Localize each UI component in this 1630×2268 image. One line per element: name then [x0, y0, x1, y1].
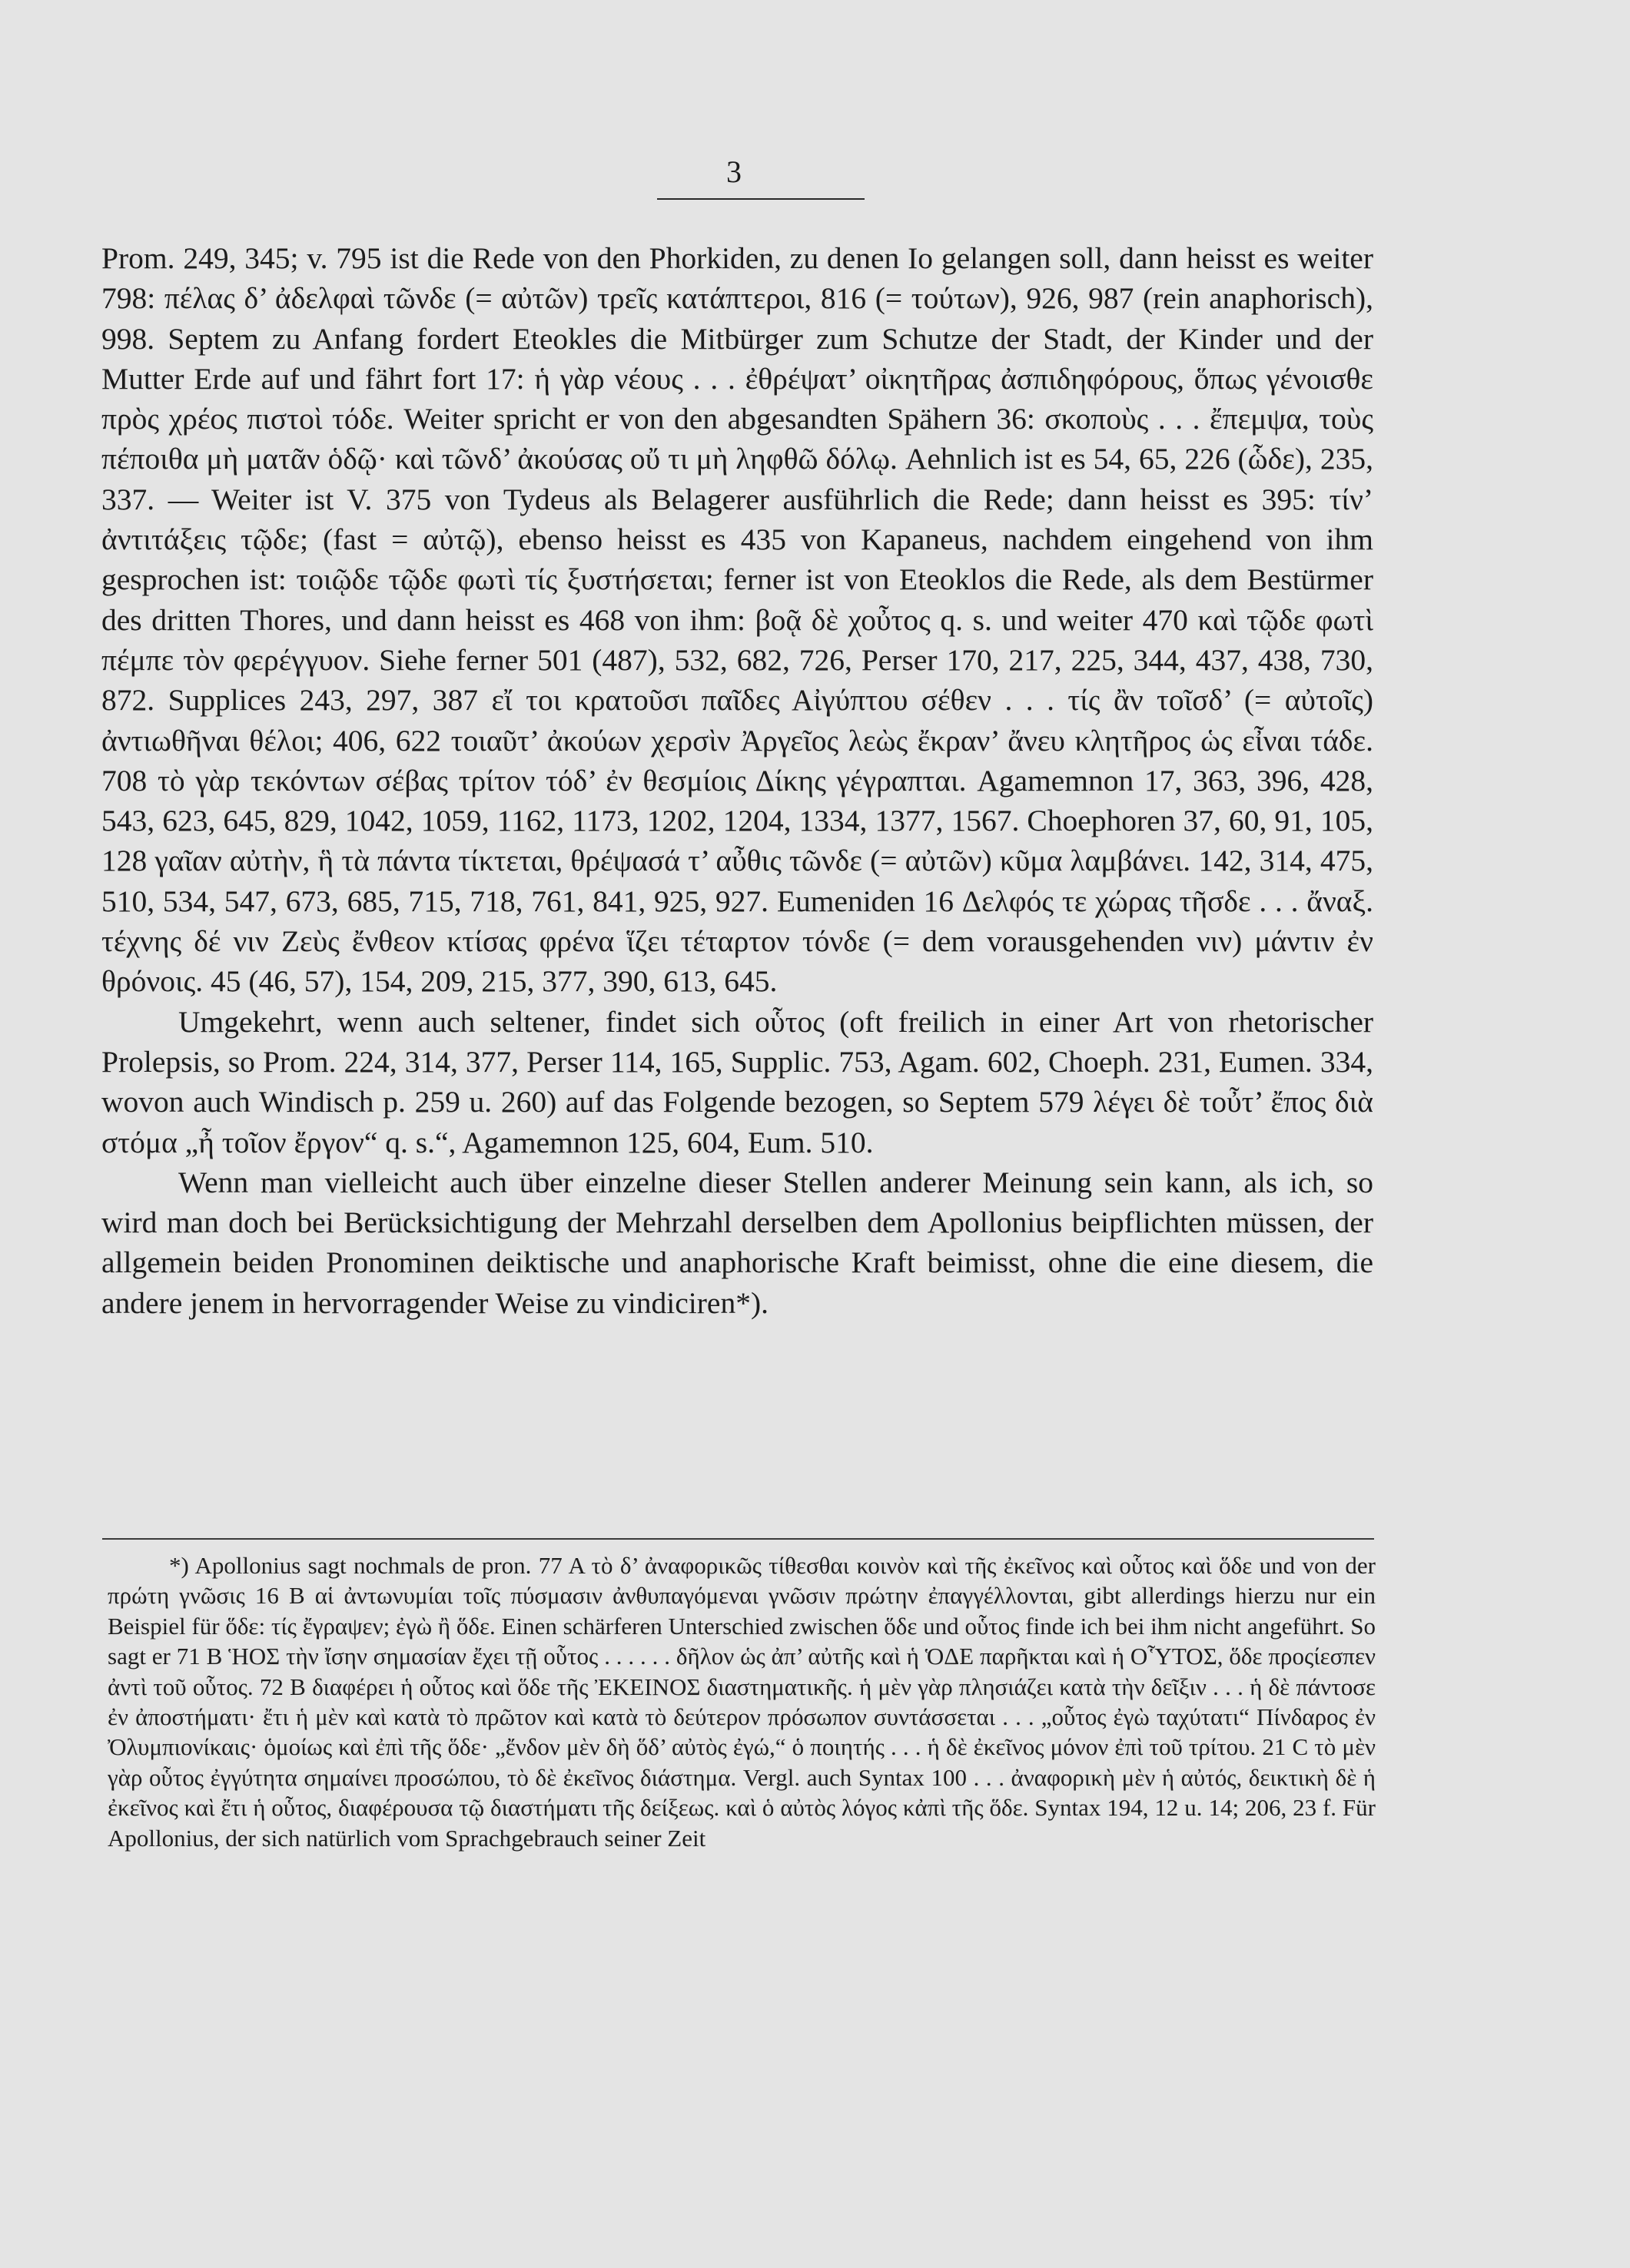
- paragraph-1: Prom. 249, 345; v. 795 ist die Rede von den Phorkiden, zu denen Io gelangen soll, dann heisst es weiter 798: πέλας δ’ ἀδελφαὶ τῶνδε (= αὐτῶν) τρεῖς κατάπτεροι, 816 (= τούτων), 926, 987 (rein anaphorisch), 998. Septem zu Anfang fordert Eteokles die Mitbürger zum Schutze der Stadt, der Kinder und der Mutter Erde auf und fährt fort 17: ἡ γὰρ νέους . . . ἐθρέψατ’ οἰκητῆρας ἀσπιδηφόρους, ὅπως γένοισθε πρὸς χρέος πιστοὶ τόδε. Weiter spricht er von den abgesandten Spähern 36: σκοποὺς . . . ἔπεμψα, τοὺς πέποιθα μὴ ματᾶν ὁδῷ· καὶ τῶνδ’ ἀκούσας οὔ τι μὴ ληφθῶ δόλῳ. Aehnlich ist es 54, 65, 226 (ὧδε), 235, 337. — Weiter ist V. 375 von Tydeus als Belagerer ausführlich die Rede; dann heisst es 395: τίν’ ἀντιτάξεις τῷδε; (fast = αὐτῷ), ebenso heisst es 435 von Kapaneus, nachdem eingehend von ihm gesprochen ist: τοιῷδε τῷδε φωτὶ τίς ξυστήσεται; ferner ist von Eteoklos die Rede, als dem Bestürmer des dritten Thores, und dann heisst es 468 von ihm: βοᾷ δὲ χοὖτος q. s. und weiter 470 καὶ τῷδε φωτὶ πέμπε τὸν φερέγγυον. Siehe ferner 501 (487), 532, 682, 726, Perser 170, 217, 225, 344, 437, 438, 730, 872. Supplices 243, 297, 387 εἴ τοι κρατοῦσι παῖδες Αἰγύπτου σέθεν . . . τίς ἂν τοῖσδ’ (= αὐτοῖς) ἀντιωθῆναι θέλοι; 406, 622 τοιαῦτ’ ἀκούων χερσὶν Ἀργεῖος λεὼς ἔκραν’ ἄνευ κλητῆρος ὡς εἶναι τάδε. 708 τὸ γὰρ τεκόντων σέβας τρίτον τόδ’ ἐν θεσμίοις Δίκης γέγραπται. Agamemnon 17, 363, 396, 428, 543, 623, 645, 829, 1042, 1059, 1162, 1173, 1202, 1204, 1334, 1377, 1567. Choephoren 37, 60, 91, 105, 128 γαῖαν αὐτὴν, ἣ τὰ πάντα τίκτεται, θρέψασά τ’ αὖθις τῶνδε (= αὐτῶν) κῦμα λαμβάνει. 142, 314, 475, 510, 534, 547, 673, 685, 715, 718, 761, 841, 925, 927. Eumeniden 16 Δελφός τε χώρας τῆσδε . . . ἄναξ. τέχνης δέ νιν Ζεὺς ἔνθεον κτίσας φρένα ἵζει τέταρτον τόνδε (= dem vorausgehenden νιν) μάντιν ἐν θρόνοις. 45 (46, 57), 154, 209, 215, 377, 390, 613, 645.: [101, 241, 1373, 999]
- page-number: 3: [726, 154, 742, 189]
- footnote: [108, 1550, 1376, 1853]
- footnote-divider: [102, 1538, 1374, 1540]
- footnote-text: *) Apollonius sagt nochmals de pron. 77 A τὸ δ’ ἀναφορικῶς τίθεσθαι κοινὸν καὶ τῆς ἐκεῖνος καὶ οὗτος καὶ ὅδε und von der πρώτη γνῶσις 16 B αἱ ἀντωνυμίαι τοῖς πύσμασιν ἀνθυπαγόμεναι γνῶσιν πρώτην ἐπαγγέλλονται, gibt allerdings hierzu nur ein Beispiel für ὅδε: τίς ἔγραψεν; ἐγὼ ἢ ὅδε. Einen schärferen Unterschied zwischen ὅδε und οὗτος finde ich bei ihm nicht angeführt. So sagt er 71 B ἩΟΣ τὴν ἴσην σημασίαν ἔχει τῇ οὗτος . . . . . . δῆλον ὡς ἀπ’ αὐτῆς καὶ ἡ ὉΔΕ παρῆκται καὶ ἡ ΟὟΤΟΣ, ὅδε προςίεσπεν ἀντὶ τοῦ οὗτος. 72 B διαφέρει ἡ οὗτος καὶ ὅδε τῆς ἘΚΕΙΝΟΣ διαστηματικῆς. ἡ μὲν γὰρ πλησιάζει κατὰ τὴν δεῖξιν . . . ἡ δὲ πάντοσε ἐν ἀποστήματι· ἔτι ἡ μὲν καὶ κατὰ τὸ πρῶτον καὶ κατὰ τὸ δεύτερον πρόσωπον συντάσσεται . . . „οὗτος ἐγὼ ταχύτατι“ Πίνδαρος ἐν Ὀλυμπιονίκαις· ὁμοίως καὶ ἐπὶ τῆς ὅδε· „ἔνδον μὲν δὴ ὅδ’ αὐτὸς ἐγώ,“ ὁ ποιητής . . . ἡ δὲ ἐκεῖνος μόνον ἐπὶ τοῦ τρίτου. 21 C τὸ μὲν γὰρ οὗτος ἐγγύτητα σημαίνει προσώπου, τὸ δὲ ἐκεῖνος διάστημα. Vergl. auch Syntax 100 . . . ἀναφορικὴ μὲν ἡ αὐτός, δεικτικὴ δὲ ἡ ἐκεῖνος καὶ ἔτι ἡ οὗτος, διαφέρουσα τῷ διαστήματι τῆς δείξεως. καὶ ὁ αὐτὸς λόγος κἀπὶ τῆς ὅδε. Syntax 194, 12 u. 14; 206, 23 f. Für Apollonius, der sich natürlich vom Sprachgebrauch seiner Zeit: [108, 1552, 1376, 1852]
- paragraph-2: Umgekehrt, wenn auch seltener, findet sich οὗτος (oft freilich in einer Art von rhetorischer Prolepsis, so Prom. 224, 314, 377, Perser 114, 165, Supplic. 753, Agam. 602, Choeph. 231, Eumen. 334, wovon auch Windisch p. 259 u. 260) auf das Folgende bezogen, so Septem 579 λέγει δὲ τοὖτ’ ἔπος διὰ στόμα „ἦ τοῖον ἔργον“ q. s.“, Agamemnon 125, 604, Eum. 510.: [101, 1004, 1373, 1159]
- paragraph-3: Wenn man vielleicht auch über einzelne dieser Stellen anderer Meinung sein kann, als ich, so wird man doch bei Berücksichtigung der Mehrzahl derselben dem Apollonius beipflichten müssen, der allgemein beiden Pronominen deiktische und anaphorische Kraft beimisst, ohne die eine diesem, die andere jenem in hervorragender Weise zu vindiciren*).: [101, 1165, 1373, 1320]
- header-rule: [657, 198, 865, 200]
- main-text: [101, 238, 1373, 1323]
